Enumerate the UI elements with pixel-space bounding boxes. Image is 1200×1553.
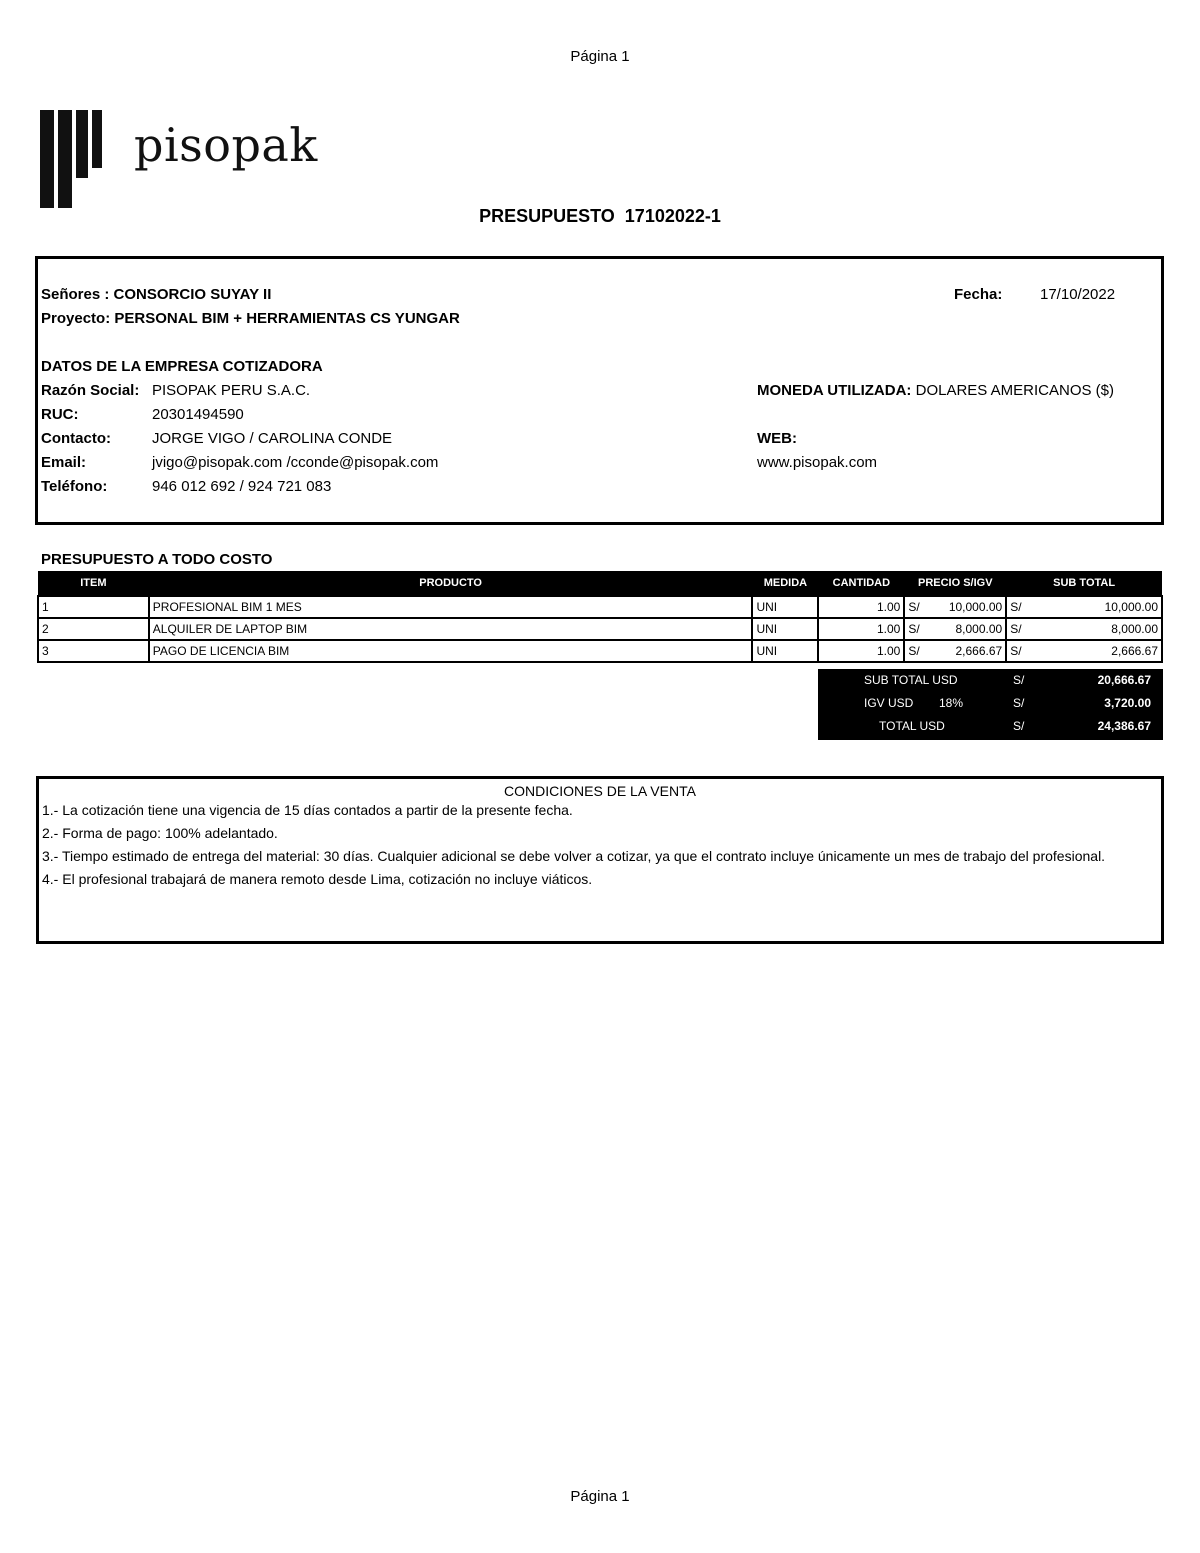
cell-cantidad: 1.00 [818,596,904,618]
document-title: PRESUPUESTO 17102022-1 [479,206,721,226]
senores-value: CONSORCIO SUYAY II [113,286,272,303]
ruc-label: RUC: [41,406,79,423]
precio-value: 8,000.00 [955,622,1003,636]
currency-symbol: S/ [908,600,920,614]
proyecto-label: Proyecto: [41,310,111,327]
razon-social-label: Razón Social: [41,382,140,399]
currency-symbol: S/ [1010,600,1022,614]
cell-subtotal [1006,596,1162,618]
igv-row [818,692,1163,715]
subtotal-value: 8,000.00 [1111,622,1158,636]
subtotal-label: SUB TOTAL USD [864,673,958,687]
telefono-label: Teléfono: [41,478,108,495]
cell-item: 1 [38,596,149,618]
currency-symbol: S/ [1013,673,1025,687]
web-value: www.pisopak.com [757,454,878,471]
subtotal-value: 2,666.67 [1111,644,1158,658]
pisopak-logo-text: pisopak [134,118,318,172]
currency-symbol: S/ [1010,622,1022,636]
cell-precio [904,596,1006,618]
subtotal-total-value: 20,666.67 [1097,673,1151,687]
header-producto: PRODUCTO [149,571,753,596]
table-row [38,596,1162,618]
contacto-label: Contacto: [41,430,111,447]
fecha-value: 17/10/2022 [1040,286,1116,303]
page-footer-label: Página 1 [570,1488,630,1505]
conditions-box [36,776,1164,944]
cell-subtotal [1006,618,1162,640]
table-row [38,618,1162,640]
cell-medida: UNI [752,618,818,640]
cell-cantidad: 1.00 [818,618,904,640]
currency-symbol: S/ [908,644,920,658]
cell-medida: UNI [752,596,818,618]
currency-symbol: S/ [1010,644,1022,658]
table-header-row [38,571,1162,596]
precio-value: 2,666.67 [955,644,1003,658]
ruc-value: 20301494590 [152,406,244,423]
page-header-label: Página 1 [570,48,630,65]
subtotal-value: 10,000.00 [1104,600,1158,614]
cell-producto: ALQUILER DE LAPTOP BIM [149,618,753,640]
currency-symbol: S/ [908,622,920,636]
cell-precio [904,640,1006,662]
currency-symbol: S/ [1013,696,1025,710]
condition-line: 2.- Forma de pago: 100% adelantado. [42,825,278,841]
total-label: TOTAL USD [879,719,945,733]
header-item: ITEM [38,571,149,596]
email-label: Email: [41,454,87,471]
email-value: jvigo@pisopak.com /cconde@pisopak.com [152,454,439,471]
cell-producto: PAGO DE LICENCIA BIM [149,640,753,662]
cell-producto: PROFESIONAL BIM 1 MES [149,596,753,618]
currency-symbol: S/ [1013,719,1025,733]
cell-medida: UNI [752,640,818,662]
igv-value: 3,720.00 [1104,696,1151,710]
pisopak-logo-bars [40,110,102,208]
senores-row [41,286,271,303]
condition-line: 4.- El profesional trabajará de manera remoto desde Lima, cotización no incluye viáticos. [42,871,593,887]
condition-line: 1.- La cotización tiene una vigencia de 15 días contados a partir de la presente fecha. [42,802,573,818]
razon-social-value: PISOPAK PERU S.A.C. [152,382,311,399]
header-medida: MEDIDA [752,571,818,596]
igv-label: IGV USD [864,696,914,710]
proyecto-row [41,310,460,327]
company-section-title: DATOS DE LA EMPRESA COTIZADORA [41,358,323,375]
cell-item: 2 [38,618,149,640]
header-subtotal: SUB TOTAL [1006,571,1162,596]
conditions-title: CONDICIONES DE LA VENTA [504,783,696,799]
telefono-value: 946 012 692 / 924 721 083 [152,478,332,495]
header-cantidad: CANTIDAD [818,571,904,596]
subtotal-row [818,669,1163,692]
table-row [38,640,1162,662]
web-label: WEB: [757,430,797,447]
fecha-label: Fecha: [954,286,1003,303]
cell-cantidad: 1.00 [818,640,904,662]
precio-value: 10,000.00 [948,600,1003,614]
moneda-row [757,382,1114,399]
moneda-value: DOLARES AMERICANOS ($) [915,382,1114,399]
total-row [818,715,1163,738]
total-value: 24,386.67 [1097,719,1151,733]
proyecto-value: PERSONAL BIM + HERRAMIENTAS CS YUNGAR [114,310,460,327]
cell-item: 3 [38,640,149,662]
senores-label: Señores : [41,286,110,303]
cell-subtotal [1006,640,1162,662]
budget-section-title: PRESUPUESTO A TODO COSTO [41,551,273,568]
moneda-label: MONEDA UTILIZADA: [757,382,912,399]
igv-rate: 18% [939,696,964,710]
cell-precio [904,618,1006,640]
budget-table [37,571,1163,663]
contacto-value: JORGE VIGO / CAROLINA CONDE [152,430,393,447]
condition-line: 3.- Tiempo estimado de entrega del material: 30 días. Cualquier adicional se debe volver a cotizar, ya que el contrato incluye únicamente un mes de trabajo del profesional. [42,848,1106,864]
totals-block [818,669,1163,740]
header-precio: PRECIO S/IGV [904,571,1006,596]
